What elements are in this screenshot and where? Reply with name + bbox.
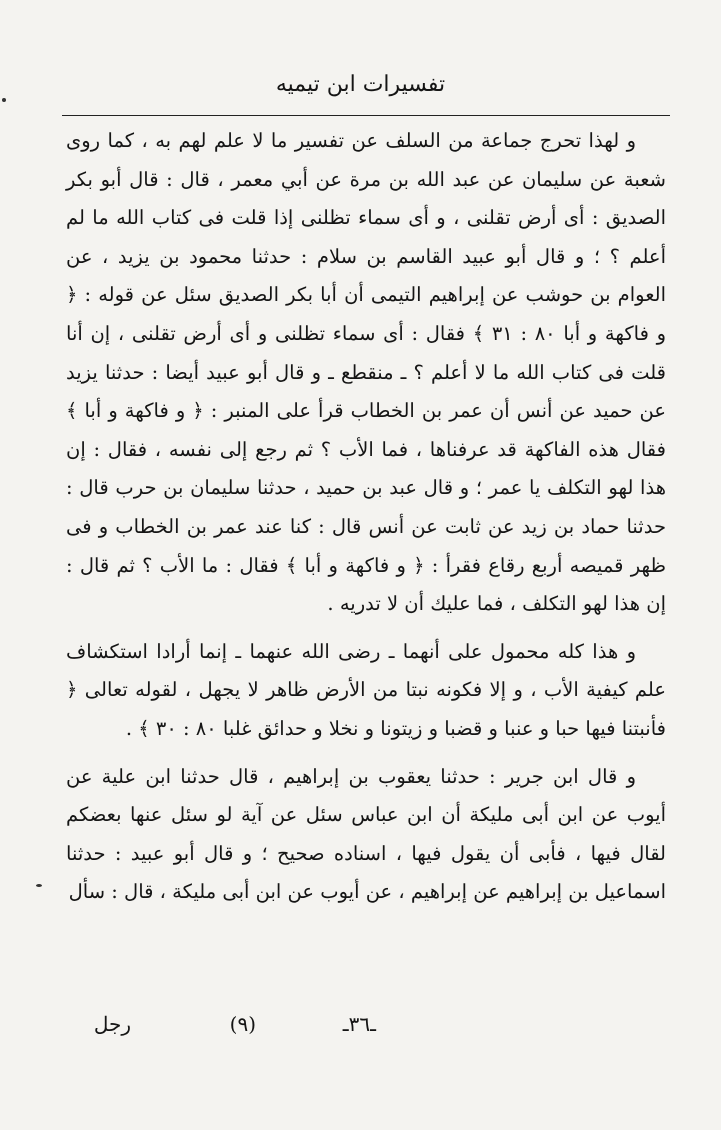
paragraph (66, 758, 666, 912)
paragraph-text: و قال ابن جرير : حدثنا يعقوب بن إبراهيم ، قال حدثنا ابن علية عن أيوب عن ابن أبى مليكة أن ابن عباس سئل عن آية لو سئل عنها بعضكم لقال فيها ، فأبى أن يقول فيها ، اسناده صحيح ؛ و قال أبو عبيد : حدثنا اسماعيل بن إبراهيم عن إبراهيم ، عن أيوب عن ابن أبى مليكة ، قال : سأل (66, 764, 666, 904)
page-body (66, 122, 666, 912)
signature-mark: (٩) (229, 1012, 256, 1036)
paragraph (66, 633, 666, 749)
margin-speck (2, 98, 6, 102)
paragraph-text: و هذا كله محمول على أنهما ـ رضى الله عنهما ـ إنما أرادا استكشاف علم كيفية الأب ، و إلا فكونه نبتا من الأرض ظاهر لا يجهل ، لقوله تعالى ﴿ فأنبتنا فيها حبا و عنبا و قضبا و زيتونا و نخلا و حدائق غلبا ٨٠ : ٣٠ ﴾ . (66, 639, 666, 740)
running-header: تفسيرات ابن تيميه (275, 72, 446, 97)
margin-speck (36, 884, 42, 887)
header-divider (62, 115, 670, 116)
paragraph (66, 122, 666, 624)
paragraph-text: و لهذا تحرج جماعة من السلف عن تفسير ما لا علم لهم به ، كما روى شعبة عن سليمان عن عبد الله بن مرة عن أبي معمر ، قال : قال أبو بكر الصديق : أى أرض تقلنى ، و أى سماء تظلنى إذا قلت فى كتاب الله ما لم أعلم ؟ ؛ و قال أبو عبيد القاسم بن سلام : حدثنا محمود بن يزيد ، عن العوام بن حوشب عن إبراهيم التيمى أن أبا بكر الصديق سئل عن قوله : ﴿ و فاكهة و أبا ٨٠ : ٣١ ﴾ فقال : أى سماء تظلنى و أى أرض تقلنى ، إن أنا قلت فى كتاب الله ما لا أعلم ؟ ـ منقطع ـ و قال أبو عبيد أيضا : حدثنا يزيد عن حميد عن أنس أن عمر بن الخطاب قرأ على المنبر : ﴿ و فاكهة و أبا ﴾ فقال هذه الفاكهة قد عرفناها ، فما الأب ؟ ثم رجع إلى نفسه ، فقال : إن هذا لهو التكلف يا عمر ؛ و قال عبد بن حميد ، حدثنا سليمان بن حرب قال : حدثنا حماد بن زيد عن ثابت عن أنس قال : كنا عند عمر بن الخطاب و فى ظهر قميصه أربع رقاع فقرأ : ﴿ و فاكهة و أبا ﴾ فقال : ما الأب ؟ ثم قال : إن هذا لهو التكلف ، فما عليك أن لا تدريه . (66, 129, 666, 616)
catchword: رجل (93, 1012, 131, 1036)
page-number: ـ٣٦ـ (342, 1012, 376, 1036)
page-footer (66, 1012, 666, 1048)
